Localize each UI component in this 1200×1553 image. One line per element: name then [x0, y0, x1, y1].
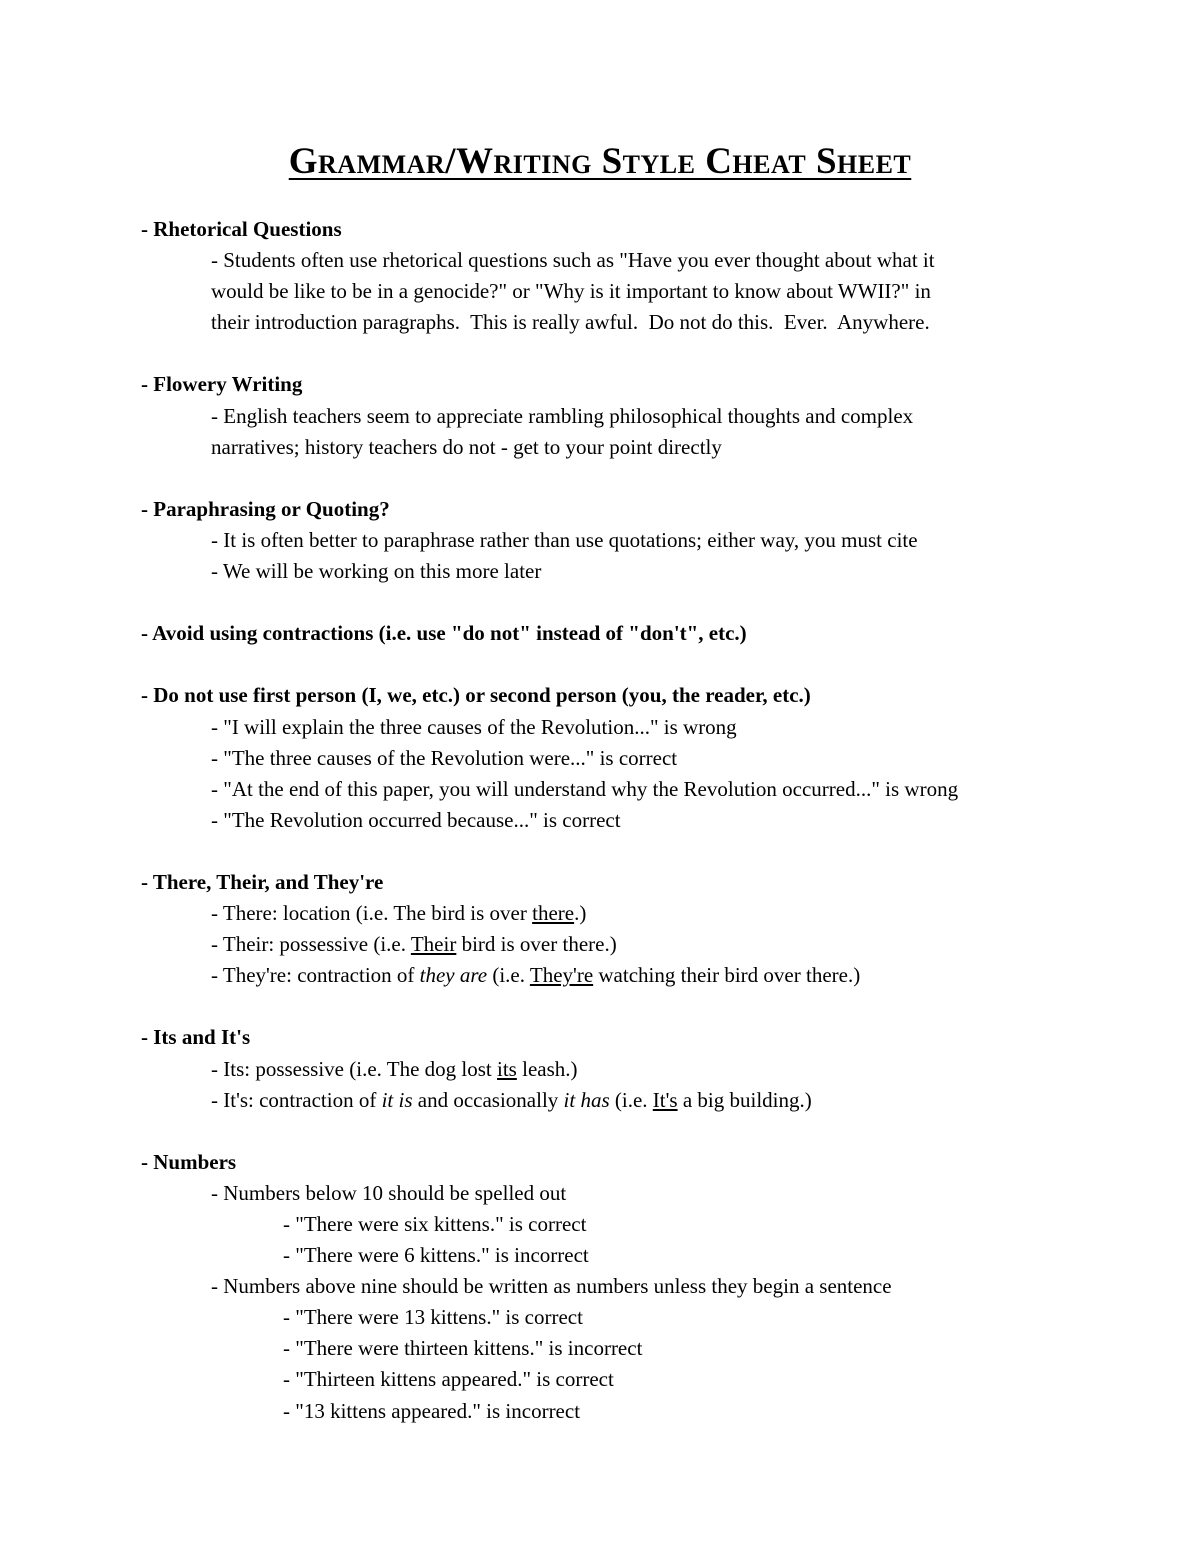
underlined-word: They're [529, 963, 594, 988]
body-line [141, 929, 1141, 960]
spacer [141, 587, 1141, 618]
spacer [141, 649, 1141, 680]
page-title: Grammar/Writing Style Cheat Sheet [288, 141, 912, 182]
underlined-word: its [497, 1056, 517, 1081]
body-line: - "At the end of this paper, you will understand why the Revolution occurred..." is wrong [211, 776, 959, 801]
text-run: - They're: contraction of [211, 963, 420, 988]
text-run: - It's: contraction of [211, 1087, 382, 1112]
body-line: - "Thirteen kittens appeared." is correct [283, 1367, 614, 1392]
body-line: - We will be working on this more later [211, 559, 542, 584]
spacer [141, 338, 1141, 369]
section-heading-person: - Do not use first person (I, we, etc.) or second person (you, the reader, etc.) [141, 683, 811, 708]
body-line: their introduction paragraphs. This is really awful. Do not do this. Ever. Anywhere. [211, 310, 930, 335]
body-line: - Numbers above nine should be written as numbers unless they begin a sentence [211, 1274, 892, 1299]
body-line: - "I will explain the three causes of the Revolution..." is wrong [211, 714, 737, 739]
text-run: - There: location (i.e. The bird is over [211, 901, 533, 926]
italic-phrase: they are [419, 963, 488, 988]
body-line: - "There were 6 kittens." is incorrect [283, 1243, 589, 1268]
body-line: - "The Revolution occurred because..." is correct [211, 807, 621, 832]
body-line: - "There were thirteen kittens." is incorrect [283, 1336, 643, 1361]
body-line: - "There were 13 kittens." is correct [283, 1305, 583, 1330]
body-line: would be like to be in a genocide?" or "Why is it important to know about WWII?" in [211, 279, 931, 304]
italic-phrase: it has [563, 1087, 610, 1112]
spacer [141, 1116, 1141, 1147]
section-heading-rhetorical: - Rhetorical Questions [141, 217, 342, 241]
body-line: narratives; history teachers do not - get to your point directly [211, 434, 722, 459]
body-line [141, 1054, 1141, 1085]
text-run: .) [574, 901, 587, 926]
section-heading-its: - Its and It's [141, 1025, 251, 1050]
body-line: - "13 kittens appeared." is incorrect [283, 1398, 581, 1423]
section-heading-flowery: - Flowery Writing [141, 372, 303, 397]
section-heading-paraphrasing: - Paraphrasing or Quoting? [141, 496, 390, 521]
body-line [141, 898, 1141, 929]
text-run: a big building.) [677, 1087, 812, 1112]
body-line: - "There were six kittens." is correct [283, 1212, 587, 1236]
document-body [141, 214, 1141, 1427]
section-heading-numbers: - Numbers [141, 1149, 237, 1174]
spacer [141, 991, 1141, 1022]
spacer [141, 836, 1141, 867]
text-run: (i.e. [487, 963, 530, 988]
text-run: (i.e. [609, 1087, 653, 1112]
body-line [141, 1085, 1141, 1116]
text-run: watching their bird over there.) [593, 963, 861, 988]
text-run: - Its: possessive (i.e. The dog lost [211, 1056, 498, 1081]
body-line: - "The three causes of the Revolution were..." is correct [211, 745, 678, 770]
text-run: - Their: possessive (i.e. [211, 932, 411, 957]
underlined-word: Their [410, 932, 457, 957]
body-line [141, 960, 1141, 991]
body-line: - Students often use rhetorical questions such as "Have you ever thought about what it [211, 248, 935, 273]
italic-phrase: it is [381, 1087, 413, 1112]
text-run: bird is over there.) [456, 932, 617, 957]
body-line: - Numbers below 10 should be spelled out [211, 1180, 567, 1205]
spacer [141, 463, 1141, 494]
section-heading-contractions: - Avoid using contractions (i.e. use "do not" instead of "don't", etc.) [141, 621, 747, 646]
body-line: - English teachers seem to appreciate rambling philosophical thoughts and complex [211, 403, 914, 428]
section-heading-there: - There, Their, and They're [141, 869, 384, 894]
underlined-word: It's [652, 1087, 678, 1112]
body-line: - It is often better to paraphrase rather than use quotations; either way, you must cite [211, 527, 918, 552]
text-run: leash.) [516, 1056, 578, 1081]
text-run: and occasionally [412, 1087, 564, 1112]
underlined-word: there [532, 901, 575, 926]
